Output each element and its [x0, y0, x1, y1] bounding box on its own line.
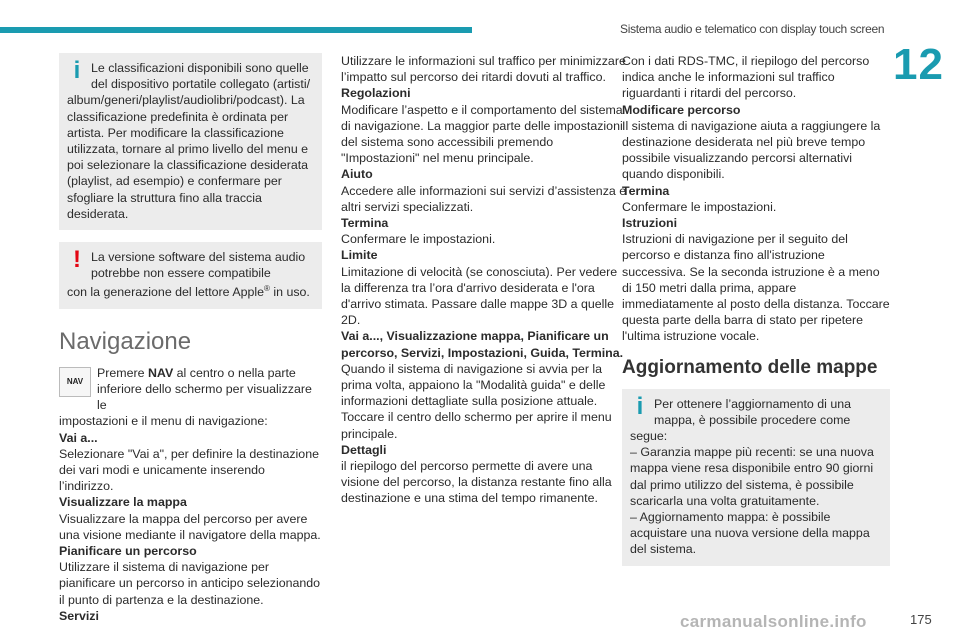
nav-intro-text	[59, 365, 322, 414]
item-title: Limite	[341, 248, 378, 263]
bullet-item: – Garanzia mappe più recenti: se una nuova mappa viene resa disponibile entro 90 giorni dal primo utilizzo del sistema, è possibile scaricarla una volta gratuitamente.	[630, 445, 874, 508]
info-note-first: Le classificazioni disponibili sono quelle del dispositivo portatile collegato (artisti/	[91, 61, 311, 92]
section-title-navigation: Navigazione	[59, 327, 192, 355]
item-title: Aiuto	[341, 167, 373, 182]
warning-note-text: con la generazione del lettore Apple	[67, 285, 265, 300]
nav-button-icon: NAV	[59, 367, 91, 397]
watermark-site: carmanualsonline.info	[680, 612, 867, 631]
page-number: 175	[910, 612, 932, 627]
info-note-box	[622, 389, 890, 566]
nav-intro-bold: NAV	[147, 365, 174, 380]
section-title-map-update: Aggiornamento delle mappe	[622, 356, 878, 378]
paragraph: Utilizzare le informazioni sul traffico per minimizzare l’impatto sul percorso dei ritardi dovuti al traffico.	[341, 54, 626, 85]
item-title: Servizi	[59, 608, 99, 623]
item-text: Quando il sistema di navigazione si avvia per la prima volta, appaiono la "Modalità guida" e delle informazioni dettagliate sulla posizione attuale. Toccare il centro dello schermo per aprire il menu principale.	[341, 361, 612, 441]
item-title: Modificare percorso	[622, 102, 741, 117]
column-1	[59, 53, 322, 624]
item-text: Visualizzare la mappa del percorso per avere una visione mediante il navigatore della mappa.	[59, 511, 321, 542]
column-2	[341, 53, 629, 507]
item-text: Il sistema di navigazione aiuta a raggiungere la destinazione desiderata nel più breve tempo possibile visualizzando percorsi alternativi quando disponibili.	[622, 118, 881, 182]
warning-note-first: La versione software del sistema audio potrebbe non essere compatibile	[91, 250, 306, 281]
info-note-text: album/generi/playlist/audiolibri/podcast). La classificazione predefinita è ordinata per artista. Per modificare la classificazione utilizzata, tornare al primo livello del menu e poi selezionare la classificazione desiderata (playlist, ad esempio) e confermare per sfogliare la struttura fino alla traccia desiderata.	[67, 93, 309, 221]
registered-mark: ®	[264, 284, 270, 294]
item-title: Dettagli	[341, 442, 387, 457]
info-icon: i	[73, 57, 81, 84]
item-text: Accedere alle informazioni sui servizi d’assistenza e altri servizi specializzati.	[341, 183, 627, 214]
item-text: Modificare l’aspetto e il comportamento del sistema di navigazione. La maggior parte delle impostazioni del sistema sono accessibili premendo "Impostazioni" nel menu principale.	[341, 102, 623, 166]
item-title: Termina	[341, 216, 389, 231]
item-text: Confermare le impostazioni.	[622, 199, 777, 214]
column-3	[622, 53, 890, 578]
nav-intro-post: al centro o nella parte inferiore dello schermo per visualizzare le	[97, 365, 312, 413]
paragraph: Con i dati RDS-TMC, il riepilogo del percorso indica anche le informazioni sul traffico riguardanti i ritardi del percorso.	[622, 54, 870, 101]
running-header: Sistema audio e telematico con display touch screen	[620, 22, 885, 36]
info-note-text: segue:	[630, 429, 668, 444]
info-note-box	[59, 53, 322, 230]
nav-intro-rest: impostazioni e il menu di navigazione:	[59, 414, 268, 429]
info-icon: i	[636, 392, 644, 420]
header-accent-bar	[0, 27, 472, 33]
item-text: Istruzioni di navigazione per il seguito del percorso e distanza fino all'istruzione successiva. Se la seconda istruzione è a meno di 150 metri dalla prima, appare immediatamente al posto della distanza. Toccare questa parte della barra di stato per ripetere l'ultima istruzione vocale.	[622, 232, 890, 344]
item-text: Selezionare "Vai a", per definire la destinazione dei vari modi e unicamente inserendo l’indirizzo.	[59, 446, 319, 494]
chapter-number: 12	[893, 40, 944, 89]
bullet-item: – Aggiornamento mappa: è possibile acquistare una nuova versione della mappa del sistema.	[630, 510, 870, 557]
item-title: Termina	[622, 183, 670, 198]
item-text: il riepilogo del percorso permette di avere una visione del percorso, la distanza restante fino alla destinazione e una stima del tempo rimanente.	[341, 459, 612, 506]
nav-intro	[59, 365, 322, 430]
warning-note-box	[59, 242, 322, 309]
item-text: Utilizzare il sistema di navigazione per pianificare un percorso in anticipo selezionando il punto di partenza e la destinazione.	[59, 560, 321, 607]
nav-intro-pre: Premere	[97, 365, 148, 380]
item-title: Vai a...	[59, 430, 98, 445]
item-title: Vai a..., Visualizzazione mappa, Pianificare un percorso, Servizi, Impostazioni, Guida, Termina.	[341, 329, 624, 360]
warning-icon: !	[73, 246, 81, 274]
item-text: Limitazione di velocità (se conosciuta). Per vedere la differenza tra l’ora d'arrivo desiderata e l'ora d'arrivo stimata. Passare dalle mappe 3D a quelle 2D.	[341, 264, 618, 328]
item-title: Regolazioni	[341, 86, 411, 101]
item-title: Visualizzare la mappa	[59, 495, 187, 510]
info-note-first: Per ottenere l’aggiornamento di una mappa, è possibile procedere come	[654, 396, 852, 427]
item-title: Pianificare un percorso	[59, 544, 197, 558]
warning-note-end: in uso.	[269, 285, 310, 300]
item-title: Istruzioni	[622, 216, 678, 231]
item-text: Confermare le impostazioni.	[341, 232, 496, 247]
